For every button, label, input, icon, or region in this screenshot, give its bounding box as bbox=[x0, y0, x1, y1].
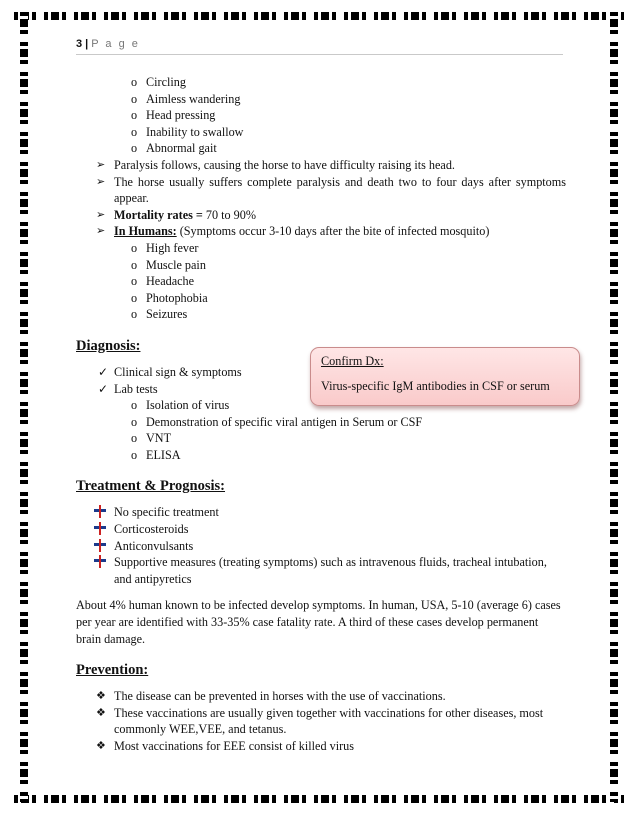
cross-bullet-icon bbox=[94, 539, 106, 552]
circle-bullet-icon: o bbox=[131, 414, 138, 429]
list-item: Anticonvulsants bbox=[76, 538, 566, 555]
diamond-bullet-icon: ❖ bbox=[96, 706, 106, 719]
prevention-list bbox=[76, 688, 566, 754]
header-separator: | bbox=[85, 38, 89, 50]
list-item: o ELISA bbox=[131, 447, 181, 462]
list-item: o Aimless wandering bbox=[131, 91, 241, 106]
confirm-dx-box bbox=[310, 347, 580, 406]
arrow-bullet-icon: ➢ bbox=[96, 208, 106, 221]
page-border-bottom bbox=[14, 795, 624, 803]
circle-bullet-icon: o bbox=[131, 141, 138, 156]
list-item: o Demonstration of specific viral antigen in Serum or CSF bbox=[131, 414, 423, 429]
list-item: o Photophobia bbox=[131, 290, 208, 305]
list-item: o Head pressing bbox=[131, 108, 216, 123]
list-item: ❖ These vaccinations are usually given together with vaccinations for other diseases, most commonly WEE,VEE, and tetanus. bbox=[96, 705, 544, 737]
list-item: Supportive measures (treating symptoms) such as intravenous fluids, tracheal intubation, and antipyretics bbox=[76, 554, 566, 587]
circle-bullet-icon: o bbox=[131, 398, 138, 413]
list-item: o Headache bbox=[131, 274, 195, 289]
prognosis-paragraph: About 4% human known to be infected develop symptoms. In human, USA, 5-10 (average 6) cases per year are identified with 33-35% case fatality rate. A third of these cases develop permanent brain damage. bbox=[76, 598, 561, 646]
list-item: o VNT bbox=[131, 431, 172, 446]
circle-bullet-icon: o bbox=[131, 108, 138, 123]
list-item: o Circling bbox=[131, 75, 186, 89]
humans-label: In Humans: bbox=[114, 224, 177, 239]
circle-bullet-icon: o bbox=[131, 431, 138, 446]
checkmark-icon: ✓ bbox=[98, 364, 109, 379]
page-border-right bbox=[610, 12, 618, 802]
page-number: 3 bbox=[76, 38, 83, 50]
circle-bullet-icon: o bbox=[131, 274, 138, 289]
prevention-heading: Prevention: bbox=[76, 662, 149, 679]
diamond-bullet-icon: ❖ bbox=[96, 690, 106, 703]
page-header bbox=[76, 38, 563, 55]
cross-bullet-icon bbox=[94, 522, 106, 535]
human-symptom-list bbox=[76, 240, 566, 323]
list-item: o Isolation of virus bbox=[131, 398, 230, 413]
circle-bullet-icon: o bbox=[131, 307, 138, 322]
list-item: o Inability to swallow bbox=[131, 124, 244, 139]
checkmark-icon: ✓ bbox=[98, 381, 109, 396]
list-item: ➢ Paralysis follows, causing the horse to have difficulty raising its head. bbox=[96, 157, 455, 172]
list-item: o Abnormal gait bbox=[131, 141, 217, 156]
list-item: ❖ The disease can be prevented in horses with the use of vaccinations. bbox=[96, 689, 446, 704]
sign-sub-list bbox=[76, 74, 566, 157]
circle-bullet-icon: o bbox=[131, 290, 138, 305]
treatment-heading: Treatment & Prognosis: bbox=[76, 478, 226, 495]
list-item bbox=[76, 207, 566, 224]
treatment-list bbox=[76, 504, 566, 587]
circle-bullet-icon: o bbox=[131, 124, 138, 139]
horse-symptom-list bbox=[76, 157, 566, 240]
arrow-bullet-icon: ➢ bbox=[96, 175, 106, 188]
circle-bullet-icon: o bbox=[131, 240, 138, 255]
list-item: ❖ Most vaccinations for EEE consist of killed virus bbox=[96, 739, 354, 753]
circle-bullet-icon: o bbox=[131, 91, 138, 106]
page-label: P a g e bbox=[91, 38, 140, 50]
mortality-value: 70 to 90% bbox=[202, 207, 256, 222]
page-border-top bbox=[14, 12, 624, 20]
arrow-bullet-icon: ➢ bbox=[96, 158, 106, 171]
page-border-left bbox=[20, 12, 28, 802]
diagnosis-heading: Diagnosis: bbox=[76, 337, 141, 354]
circle-bullet-icon: o bbox=[131, 447, 138, 462]
list-item: ✓ Lab tests bbox=[98, 381, 158, 396]
circle-bullet-icon: o bbox=[131, 75, 138, 89]
list-item: ✓ Clinical sign & symptoms bbox=[98, 364, 242, 379]
list-item: o Seizures bbox=[131, 307, 188, 322]
cross-bullet-icon bbox=[94, 505, 106, 518]
document-body bbox=[76, 74, 566, 755]
lab-test-list bbox=[76, 397, 566, 463]
cross-bullet-icon bbox=[94, 555, 106, 568]
arrow-bullet-icon: ➢ bbox=[96, 225, 106, 238]
list-item: No specific treatment bbox=[76, 504, 566, 521]
circle-bullet-icon: o bbox=[131, 257, 138, 272]
mortality-label: Mortality rates = bbox=[114, 207, 203, 222]
list-item bbox=[76, 223, 566, 240]
humans-note: (Symptoms occur 3-10 days after the bite of infected mosquito) bbox=[176, 224, 490, 239]
list-item: Corticosteroids bbox=[76, 521, 566, 538]
list-item: o High fever bbox=[131, 240, 199, 255]
confirm-dx-text: Virus-specific IgM antibodies in CSF or serum bbox=[321, 379, 550, 393]
list-item: o Muscle pain bbox=[131, 257, 206, 272]
diamond-bullet-icon: ❖ bbox=[96, 740, 106, 752]
list-item: ➢ The horse usually suffers complete paralysis and death two to four days after symptoms appear. bbox=[96, 174, 566, 206]
confirm-dx-label: Confirm Dx: bbox=[321, 354, 384, 368]
